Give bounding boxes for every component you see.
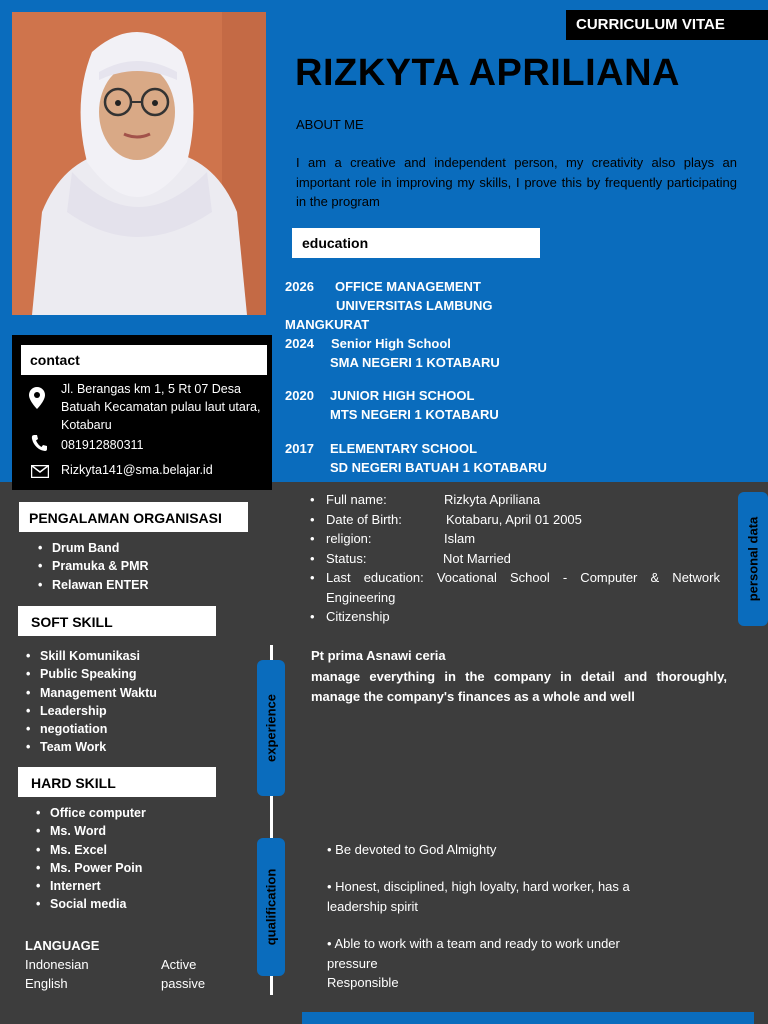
person-name: RIZKYTA APRILIANA xyxy=(295,52,680,94)
location-pin-icon xyxy=(29,387,45,414)
contact-header xyxy=(21,345,267,375)
list-item: • Ms. Excel xyxy=(36,841,146,859)
field-value: Not Married xyxy=(443,550,511,566)
organization-header xyxy=(19,502,248,532)
language-title: LANGUAGE xyxy=(25,938,100,953)
list-item: • Ms. Word xyxy=(36,822,146,840)
edu-year: 2020 xyxy=(285,388,314,403)
language-level: passive xyxy=(161,976,206,991)
field-value: Vocational School - Computer & Network Engineering xyxy=(326,570,720,605)
edu-level: Senior High School xyxy=(331,336,451,351)
list-item xyxy=(308,490,720,510)
edu-school: SMA NEGERI 1 KOTABARU xyxy=(330,355,500,370)
soft-skill-title: SOFT SKILL xyxy=(31,614,113,630)
about-title: ABOUT ME xyxy=(296,117,364,132)
phone-icon xyxy=(31,434,47,457)
edu-year: 2017 xyxy=(285,441,314,456)
personal-data-list xyxy=(308,490,720,627)
hard-skill-title: HARD SKILL xyxy=(31,775,116,791)
list-item: • Management Waktu xyxy=(26,684,157,702)
list-item: • Drum Band xyxy=(38,539,149,557)
list-item: • Social media xyxy=(36,895,146,913)
experience-company: Pt prima Asnawi ceria xyxy=(311,648,446,663)
cv-label: CURRICULUM VITAE xyxy=(566,10,768,40)
list-item xyxy=(308,529,720,549)
edu-school: SD NEGERI BATUAH 1 KOTABARU xyxy=(330,460,547,475)
language-name: English xyxy=(25,976,68,991)
list-item xyxy=(308,510,720,530)
hard-skill-header xyxy=(18,767,216,797)
education-header xyxy=(292,228,540,258)
field-value: Kotabaru, April 01 2005 xyxy=(446,511,582,527)
contact-address: Jl. Berangas km 1, 5 Rt 07 Desa Batuah Kecamatan pulau laut utara, Kotabaru xyxy=(61,382,261,432)
field-value: Islam xyxy=(444,531,476,546)
field-label: Last education: xyxy=(326,570,424,585)
edu-school: UNIVERSITAS LAMBUNG xyxy=(336,298,493,313)
qualification-item: • Be devoted to God Almighty xyxy=(327,842,497,857)
footer-bar xyxy=(302,1012,754,1024)
list-item xyxy=(308,607,720,627)
contact-title: contact xyxy=(30,352,80,368)
edu-school: MANGKURAT xyxy=(285,317,370,332)
personal-data-tab-label: personal data xyxy=(745,516,761,602)
field-value: Rizkyta Apriliana xyxy=(444,492,541,507)
list-item: • Office computer xyxy=(36,804,146,822)
field-label: Date of Birth: xyxy=(326,511,402,527)
profile-photo xyxy=(12,12,266,315)
about-text: I am a creative and independent person, my creativity also plays an important role in improving my skills, I prove this by frequently participating in the program xyxy=(296,155,737,209)
edu-year: 2026 xyxy=(285,279,314,294)
experience-block xyxy=(311,646,727,708)
list-item xyxy=(308,549,720,569)
field-label: religion: xyxy=(326,531,372,546)
qualification-tab-label: qualification xyxy=(263,868,279,946)
soft-skill-list xyxy=(26,647,157,757)
envelope-icon xyxy=(31,465,49,483)
personal-data-tab xyxy=(738,492,768,626)
list-item: • Relawan ENTER xyxy=(38,576,149,594)
language-name: Indonesian xyxy=(25,957,89,972)
language-level: Active xyxy=(161,957,197,972)
edu-level: OFFICE MANAGEMENT xyxy=(335,279,481,294)
qualification-item: • Honest, disciplined, high loyalty, hard worker, has a leadership spirit xyxy=(327,879,630,914)
edu-year: 2024 xyxy=(285,336,314,351)
experience-tab xyxy=(257,660,285,796)
qualification-item: • Able to work with a team and ready to work under pressure xyxy=(327,936,620,971)
edu-school: MTS NEGERI 1 KOTABARU xyxy=(330,407,499,422)
experience-description: manage everything in the company in detail and thoroughly, manage the company's finances as a whole and well xyxy=(311,668,727,704)
qualification-tab xyxy=(257,838,285,976)
hard-skill-list xyxy=(36,804,146,914)
list-item: • Skill Komunikasi xyxy=(26,647,157,665)
list-item: • Team Work xyxy=(26,738,157,756)
contact-phone[interactable]: 081912880311 xyxy=(61,438,144,452)
list-item: • negotiation xyxy=(26,720,157,738)
experience-tab-label: experience xyxy=(263,694,279,762)
list-item: • Leadership xyxy=(26,702,157,720)
list-item xyxy=(308,568,720,607)
organization-list xyxy=(38,539,149,594)
contact-email[interactable]: Rizkyta141@sma.belajar.id xyxy=(61,463,213,477)
list-item: • Pramuka & PMR xyxy=(38,557,149,575)
field-label: Full name: xyxy=(326,492,387,507)
list-item: • Internert xyxy=(36,877,146,895)
education-title: education xyxy=(302,235,369,251)
field-label: Citizenship xyxy=(326,609,390,624)
list-item: • Ms. Power Poin xyxy=(36,859,146,877)
edu-level: JUNIOR HIGH SCHOOL xyxy=(330,388,475,403)
field-label: Status: xyxy=(326,550,367,566)
qualification-item: Responsible xyxy=(327,975,399,990)
soft-skill-header xyxy=(18,606,216,636)
edu-level: ELEMENTARY SCHOOL xyxy=(330,441,478,456)
list-item: • Public Speaking xyxy=(26,665,157,683)
organization-title: PENGALAMAN ORGANISASI xyxy=(29,510,222,526)
